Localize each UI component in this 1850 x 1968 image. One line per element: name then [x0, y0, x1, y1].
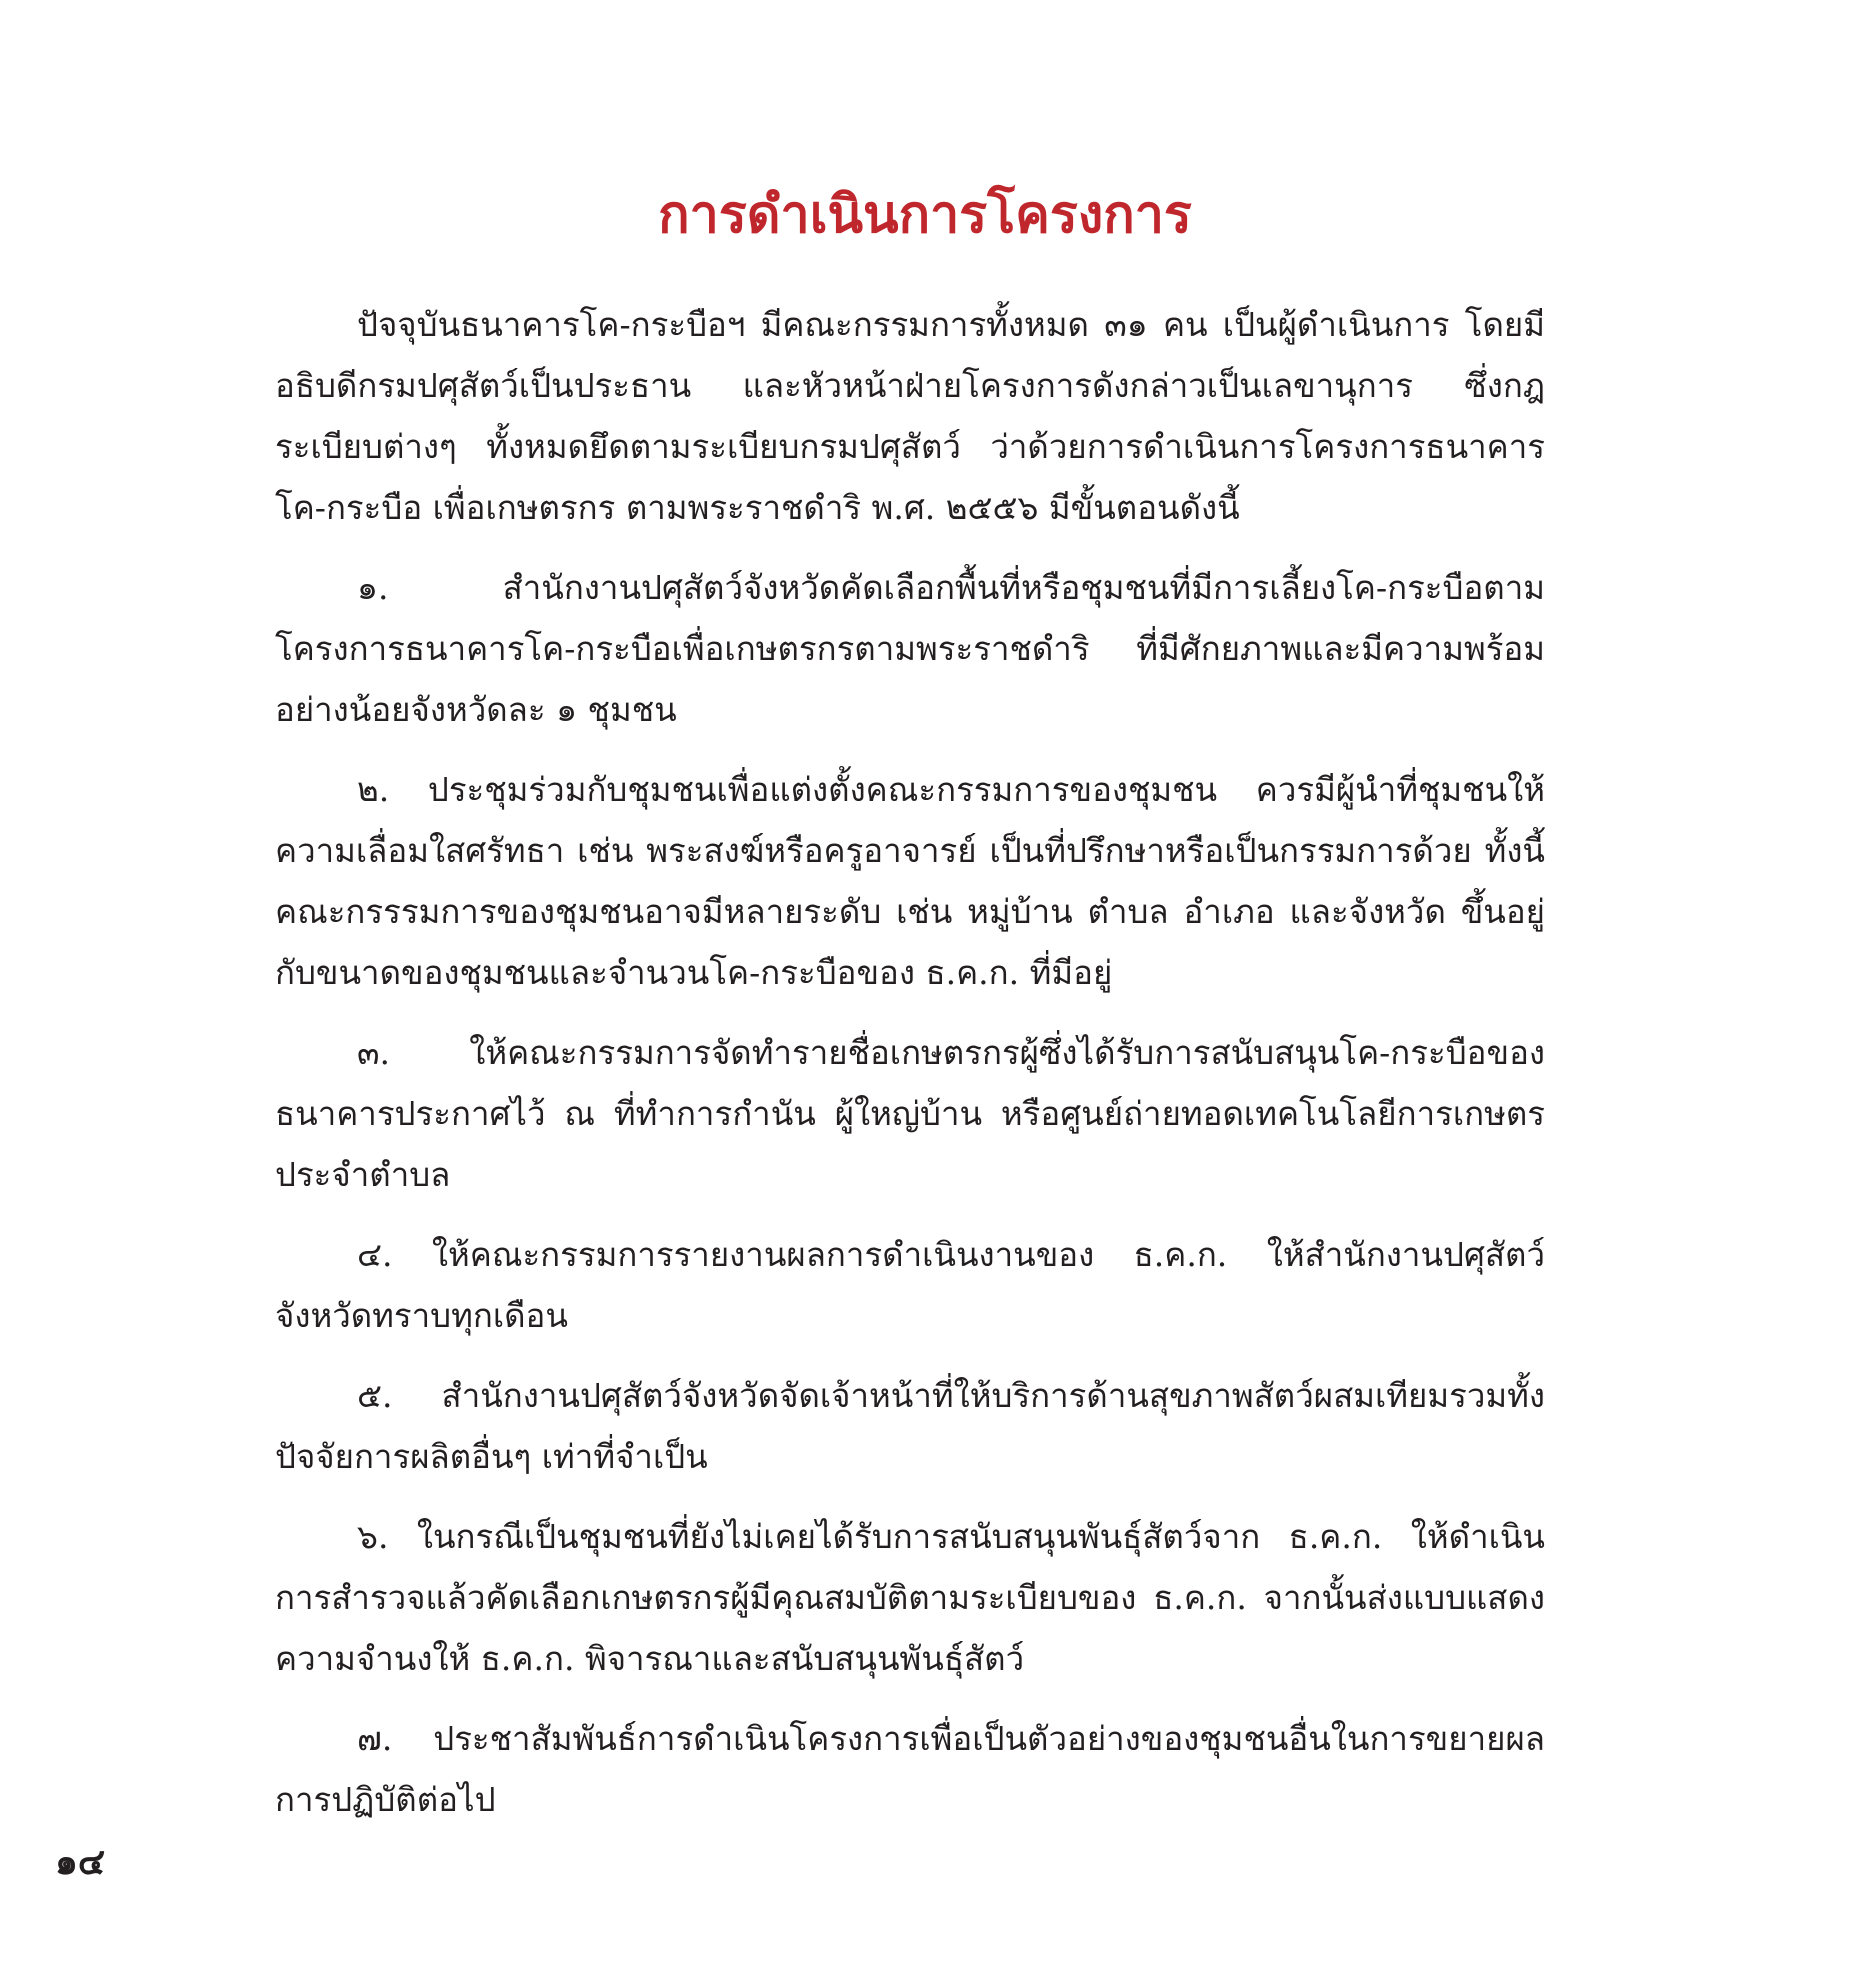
page-title: การดำเนินการโครงการ: [658, 185, 1192, 245]
step-7-paragraph: ๗. ประชาสัมพันธ์การดำเนินโครงการเพื่อเป็นตัวอย่างของชุมชนอื่นในการขยายผลการปฏิบัติต่อไป: [275, 1719, 1545, 1819]
step-2-paragraph: ๒. ประชุมร่วมกับชุมชนเพื่อแต่งตั้งคณะกรรมการของชุมชน ควรมีผู้นำที่ชุมชนให้ความเลื่อมใสศรัทธา เช่น พระสงฆ์หรือครูอาจารย์ เป็นที่ปรึกษาหรือเป็นกรรมการด้วย ทั้งนี้คณะกรรรมการของชุมชนอาจมีหลายระดับ เช่น หมู่บ้าน ตำบล อำเภอ และจังหวัด ขึ้นอยู่กับขนาดของชุมชนและจำนวนโค-กระบือของ ธ.ค.ก. ที่มีอยู่: [275, 770, 1545, 992]
page-number: ๑๔: [55, 1842, 106, 1883]
step-5-paragraph: ๕. สำนักงานปศุสัตว์จังหวัดจัดเจ้าหน้าที่ให้บริการด้านสุขภาพสัตว์ผสมเทียมรวมทั้งปัจจัยการผลิตอื่นๆ เท่าที่จำเป็น: [275, 1376, 1545, 1476]
step-3-paragraph: ๓. ให้คณะกรรมการจัดทำรายชื่อเกษตรกรผู้ซึ่งได้รับการสนับสนุนโค-กระบือของธนาคารประกาศไว้ ณ ที่ทำการกำนัน ผู้ใหญ่บ้าน หรือศูนย์ถ่ายทอดเทคโนโลยีการเกษตรประจำตำบล: [275, 1033, 1545, 1194]
body-text: [275, 294, 1545, 1849]
intro-paragraph: ปัจจุบันธนาคารโค-กระบือฯ มีคณะกรรมการทั้งหมด ๓๑ คน เป็นผู้ดำเนินการ โดยมีอธิบดีกรมปศุสัตว์เป็นประธาน และหัวหน้าฝ่ายโครงการดังกล่าวเป็นเลขานุการ ซึ่งกฎระเบียบต่างๆ ทั้งหมดยึดตามระเบียบกรมปศุสัตว์ ว่าด้วยการดำเนินการโครงการธนาคารโค-กระบือ เพื่อเกษตรกร ตามพระราชดำริ พ.ศ. ๒๕๕๖ มีขั้นตอนดังนี้: [275, 305, 1545, 527]
step-6-paragraph: ๖. ในกรณีเป็นชุมชนที่ยังไม่เคยได้รับการสนับสนุนพันธุ์สัตว์จาก ธ.ค.ก. ให้ดำเนินการสำรวจแล้วคัดเลือกเกษตรกรผู้มีคุณสมบัติตามระเบียบของ ธ.ค.ก. จากนั้นส่งแบบแสดงความจำนงให้ ธ.ค.ก. พิจารณาและสนับสนุนพันธุ์สัตว์: [275, 1517, 1545, 1678]
step-1-paragraph: ๑. สำนักงานปศุสัตว์จังหวัดคัดเลือกพื้นที่หรือชุมชนที่มีการเลี้ยงโค-กระบือตามโครงการธนาคารโค-กระบือเพื่อเกษตรกรตามพระราชดำริ ที่มีศักยภาพและมีความพร้อม อย่างน้อยจังหวัดละ ๑ ชุมชน: [275, 568, 1545, 729]
step-4-paragraph: ๔. ให้คณะกรรมการรายงานผลการดำเนินงานของ ธ.ค.ก. ให้สำนักงานปศุสัตว์จังหวัดทราบทุกเดือน: [275, 1235, 1545, 1335]
